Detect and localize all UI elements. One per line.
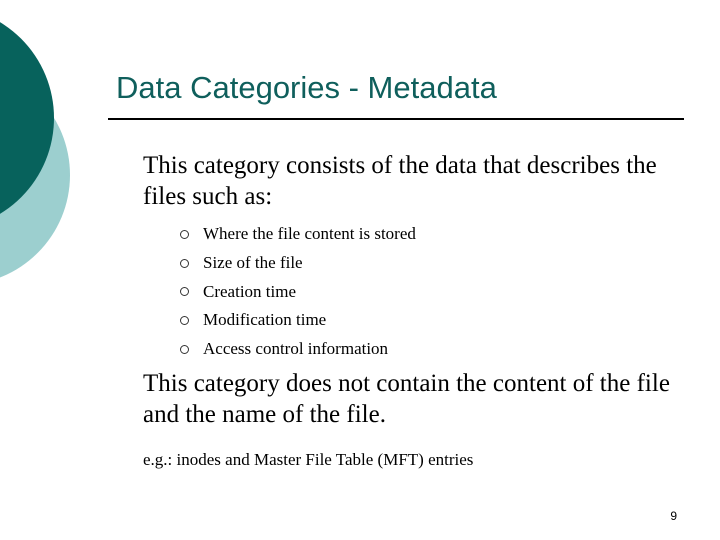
list-item-label: Where the file content is stored <box>203 224 416 243</box>
list-item-label: Access control information <box>203 339 389 359</box>
hollow-circle-icon <box>180 230 189 239</box>
list-item <box>180 220 416 249</box>
list-item <box>180 249 416 278</box>
list-item-label: Modification time <box>203 310 327 330</box>
hollow-circle-icon <box>180 287 189 296</box>
list-item-label: Creation time <box>203 281 297 301</box>
list-item <box>180 335 416 364</box>
list-item <box>180 278 416 307</box>
slide-title: Data Categories - Metadata <box>116 70 497 105</box>
page-number: 9 <box>670 509 677 523</box>
list-item <box>180 306 416 335</box>
exclusion-paragraph: This category does not contain the content of the file and the name of the file. <box>143 370 670 428</box>
hollow-circle-icon <box>180 345 189 354</box>
example-line: e.g.: inodes and Master File Table (MFT) entries <box>143 450 474 469</box>
decorative-circles <box>0 0 80 300</box>
hollow-circle-icon <box>180 259 189 268</box>
hollow-circle-icon <box>180 316 189 325</box>
intro-paragraph: This category consists of the data that describes the files such as: <box>143 152 657 210</box>
metadata-list <box>180 220 416 364</box>
title-divider <box>108 118 684 120</box>
list-item-label: Size of the file <box>203 252 303 272</box>
